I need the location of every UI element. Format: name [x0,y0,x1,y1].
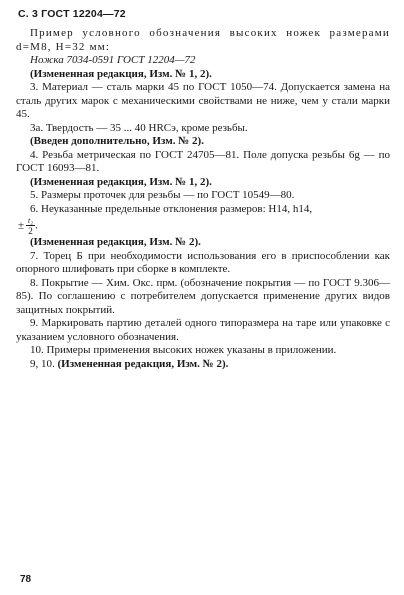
clause-9-marking: 9. Маркировать партию деталей одного типоразмера на таре или упаковке с указанием условного обозначения. [16,317,390,343]
clause-8-coating: 8. Покрытие — Хим. Окс. прм. (обозначение покрытия — по ГОСТ 9.306—85). По соглашению с потребителем допускается применение других видов защитных покрытий. [16,276,390,316]
page-header: С. 3 ГОСТ 12204—72 [18,8,126,20]
clause-4-thread: 4. Резьба метрическая по ГОСТ 24705—81. Поле допуска резьбы 6g — по ГОСТ 16093—81. [16,148,390,174]
clause-3a-hardness: 3а. Твердость — 35 ... 40 HRCэ, кроме резьбы. [30,121,248,134]
clause-7-end-face: 7. Торец Б при необходимости использования его в приспособлении как опорного шлифовать при сборке в комплекте. [16,249,390,275]
tolerance-fraction [26,216,35,236]
edition-note-5 [16,358,390,372]
fraction-suffix: . [35,219,38,232]
example-designation: Ножка 7034-0591 ГОСТ 12204—72 [30,54,196,66]
edition-note-2: (Введен дополнительно, Изм. № 2). [30,135,204,147]
example-intro: Пример условного обозначения высоких ножек размерами d=M8, H=32 мм: [16,27,390,53]
page-number: 78 [20,574,32,585]
clause-5-grooves: 5. Размеры проточек для резьбы — по ГОСТ 10549—80. [30,189,295,201]
fraction-numerator: t₂ [28,216,34,225]
clause-6-tolerances: 6. Неуказанные предельные отклонения размеров: H14, h14, [30,202,313,215]
edition-note-5-text: (Измененная редакция, Изм. № 2). [57,357,229,370]
edition-note-4: (Измененная редакция, Изм. № 2). [30,236,201,248]
document-body [16,27,390,371]
edition-note-1: (Измененная редакция, Изм. № 1, 2). [30,67,212,80]
clause-3-material: 3. Материал — сталь марки 45 по ГОСТ 1050—74. Допускается замена на сталь других марок с механическими свойствами не ниже, чем у стали марки 45. [16,81,390,120]
fraction-denominator: 2 [26,225,35,236]
tolerance-fraction-line [18,216,390,236]
plus-minus-sign: ± [18,219,25,232]
edition-note-5-prefix: 9, 10. [30,357,55,370]
clause-10-examples: 10. Примеры применения высоких ножек указаны в приложении. [30,344,337,356]
edition-note-3: (Измененная редакция, Изм. № 1, 2). [30,175,212,188]
